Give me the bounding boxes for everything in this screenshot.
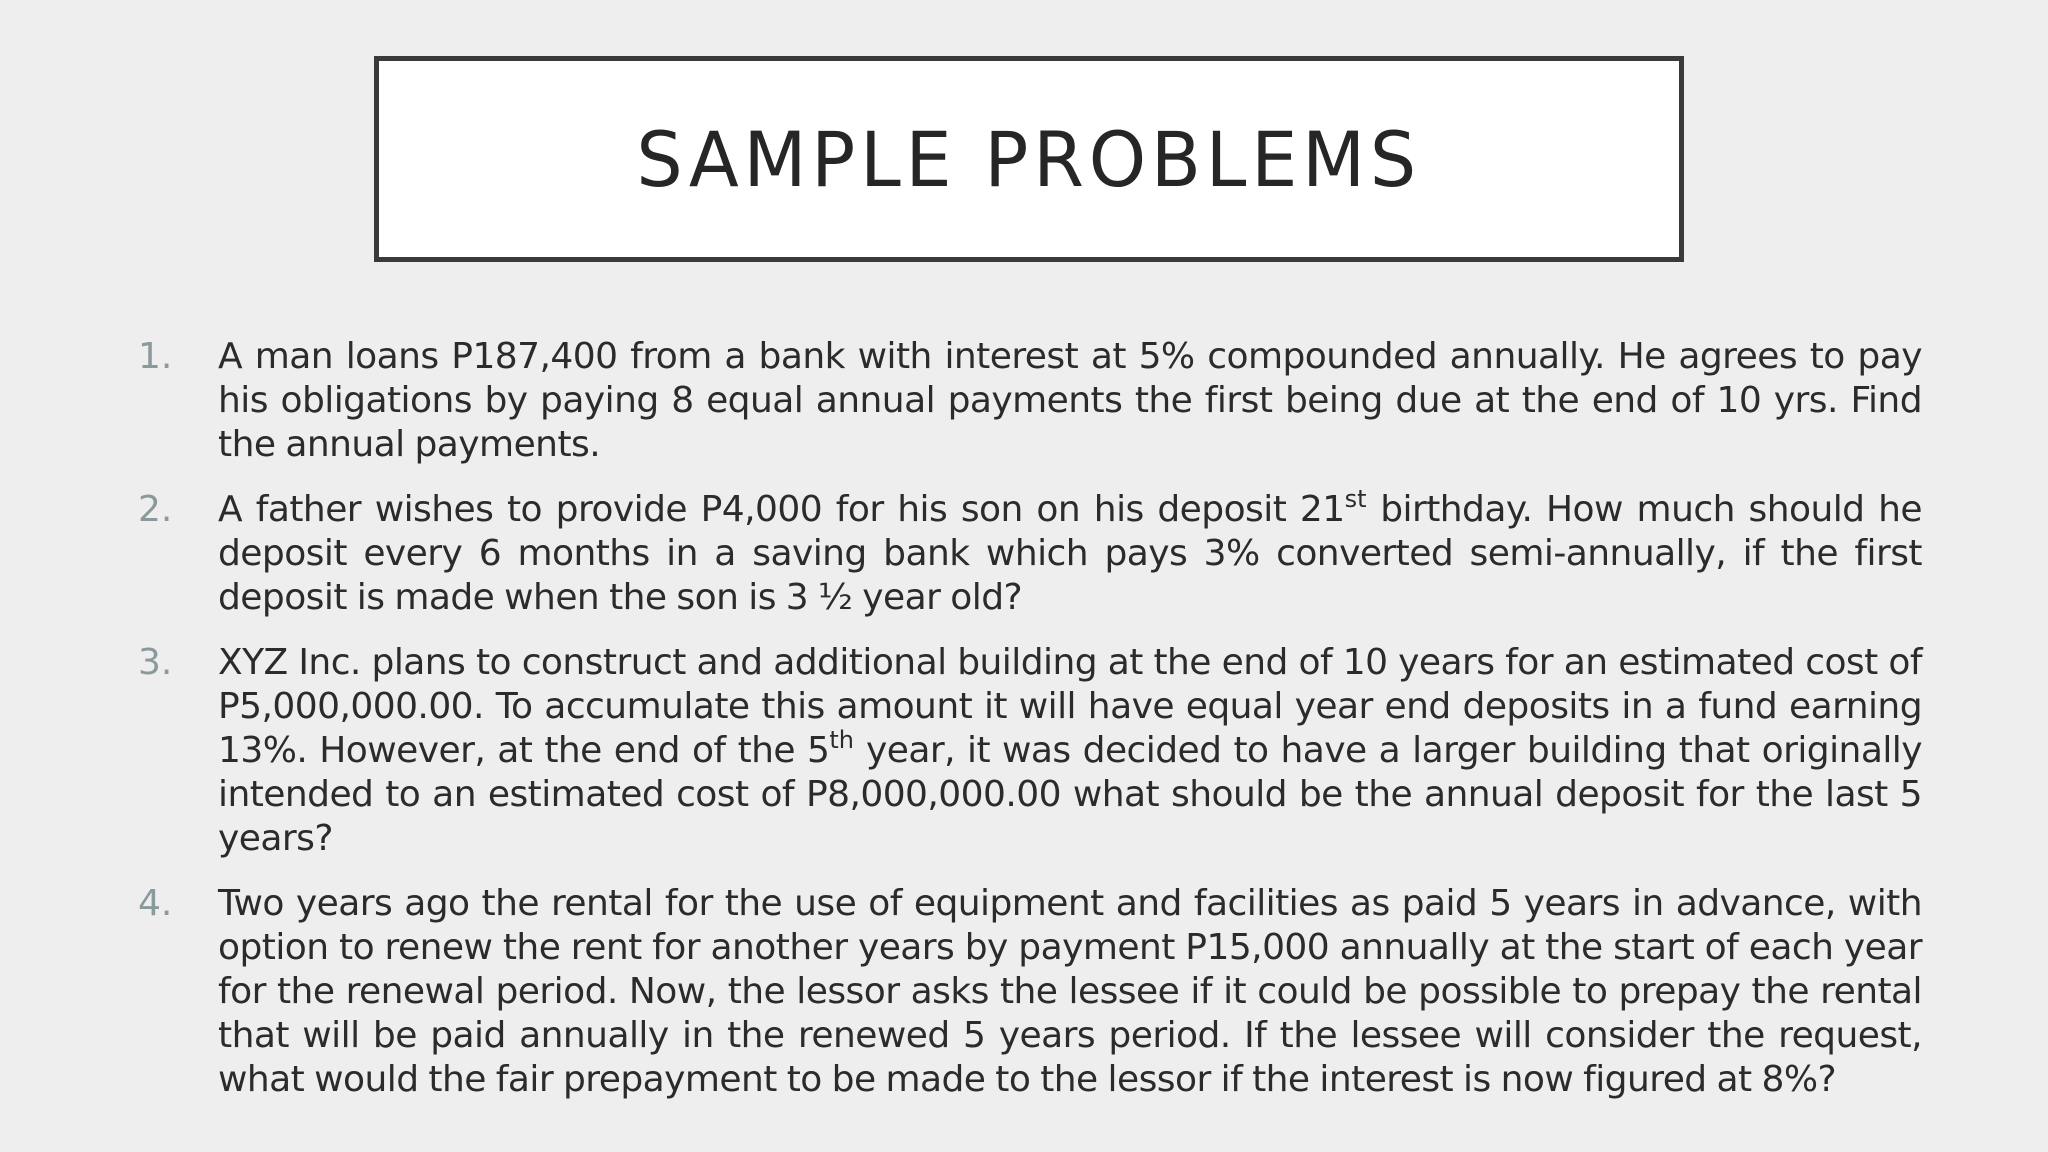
problem-text-part-b: birthday. How much should he deposit every 6 months in a saving bank which pays 3% converted semi-annually, if the first deposit is made when the son is 3 ½ year old?	[218, 489, 1922, 618]
slide-title: SAMPLE PROBLEMS	[636, 114, 1422, 204]
problem-list	[130, 335, 1922, 1123]
problem-number: 3.	[138, 642, 173, 683]
problem-text-part-a: A father wishes to provide P4,000 for his son on his deposit 21	[218, 489, 1345, 530]
ordinal-suffix: th	[829, 726, 854, 754]
problem-item-2	[130, 485, 1922, 620]
problem-number: 2.	[138, 489, 173, 530]
problem-item-1	[130, 335, 1922, 467]
problem-number: 4.	[138, 883, 173, 924]
problem-text: Two years ago the rental for the use of equipment and facilities as paid 5 years in advance, with option to renew the rent for another years by payment P15,000 annually at the start of each year for the renewal period. Now, the lessor asks the lessee if it could be possible to prepay the rental that will be paid annually in the renewed 5 years period. If the lessee will consider the request, what would the fair prepayment to be made to the lessor if the interest is now figured at 8%?	[218, 883, 1922, 1100]
title-box	[374, 56, 1684, 262]
problem-item-4	[130, 882, 1922, 1102]
problem-item-3	[130, 641, 1922, 861]
problem-text-part-b: year, it was decided to have a larger building that originally intended to an estimated cost of P8,000,000.00 what should be the annual deposit for the last 5 years?	[218, 730, 1922, 859]
problem-number: 1.	[138, 336, 173, 377]
ordinal-suffix: st	[1344, 485, 1367, 513]
problem-text: A man loans P187,400 from a bank with interest at 5% compounded annually. He agrees to pay his obligations by paying 8 equal annual payments the first being due at the end of 10 yrs. Find the annual payments.	[218, 336, 1922, 465]
problem-text-part-a: XYZ Inc. plans to construct and additional building at the end of 10 years for an estimated cost of P5,000,000.00. To accumulate this amount it will have equal year end deposits in a fund earning 13%. However, at the end of the 5	[218, 642, 1922, 771]
